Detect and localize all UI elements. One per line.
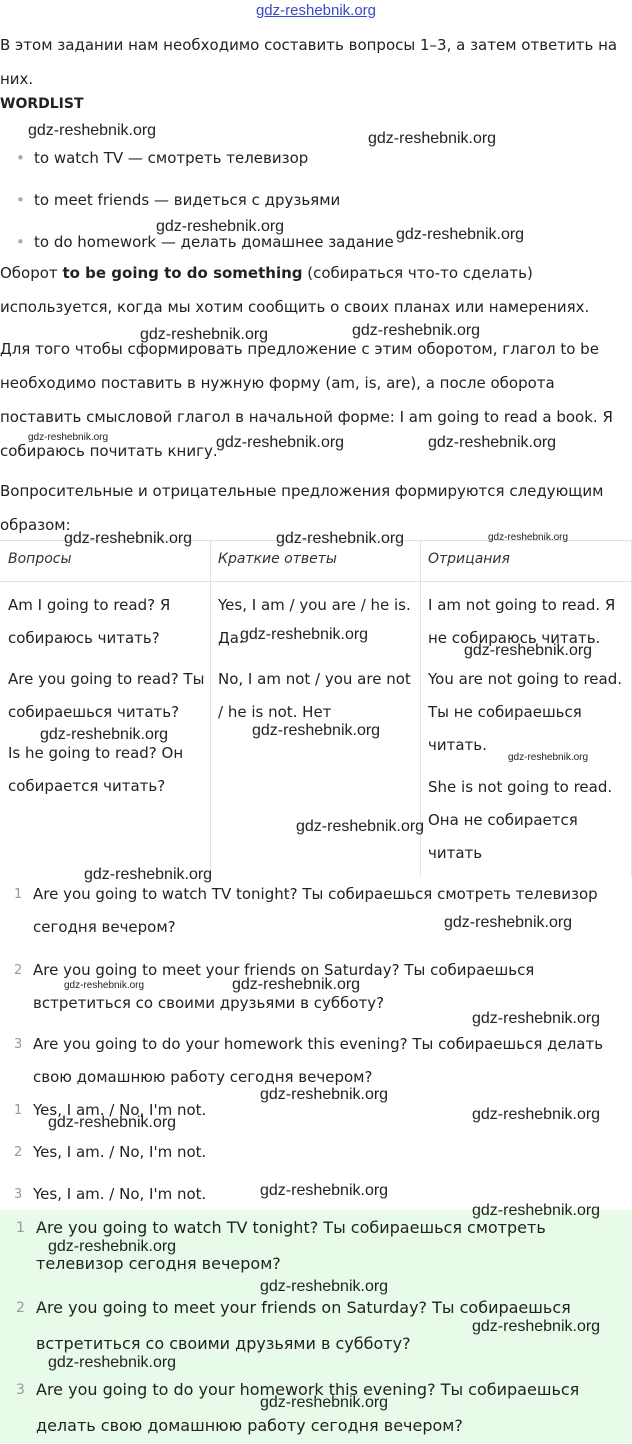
watermark: gdz-reshebnik.org [368, 130, 497, 147]
table-cell: You are not going to read. Ты не собираешься читать. [428, 670, 623, 754]
watermark: gdz-reshebnik.org [240, 626, 369, 643]
item-number: 2 [14, 963, 23, 978]
watermark: gdz-reshebnik.org [28, 432, 109, 443]
watermark: gdz-reshebnik.org [260, 1086, 389, 1103]
watermark: gdz-reshebnik.org [472, 1106, 601, 1123]
watermark: gdz-reshebnik.org [396, 226, 525, 243]
watermark: gdz-reshebnik.org [276, 530, 405, 547]
item-text: Yes, I am. / No, I'm not. [33, 1101, 207, 1119]
item-number: 2 [14, 1145, 23, 1160]
watermark: gdz-reshebnik.org [64, 530, 193, 547]
item-number: 1 [14, 1103, 23, 1118]
table-header: Вопросы [8, 551, 72, 567]
item-text: Are you going to meet your friends on Saturday? Ты собираешься встретиться со своими друзьями в субботу? [33, 961, 535, 1012]
watermark: gdz-reshebnik.org [40, 726, 169, 743]
item-number: 3 [14, 1187, 23, 1202]
watermark: gdz-reshebnik.org [508, 752, 589, 763]
paragraph-text: (собираться что-то сделать) используется, когда мы хотим сообщить о своих планах или намерениях. [0, 264, 590, 316]
bullet-icon: • [16, 149, 25, 167]
table-column-questions [0, 541, 211, 877]
watermark: gdz-reshebnik.org [216, 434, 345, 451]
paragraph-formation: Для того чтобы сформировать предложение с этим оборотом, глагол to be необходимо поставить в нужную форму (am, is, are), а после оборота поставить смысловой глагол в начальной форме: I am going to read a book. Я собираюсь почитать книгу. [0, 340, 613, 460]
watermark: gdz-reshebnik.org [64, 980, 145, 991]
item-text: Are you going to meet your friends on Saturday? Ты собираешься встретиться со своими друзьями в субботу? [36, 1298, 571, 1353]
watermark: gdz-reshebnik.org [48, 1354, 177, 1371]
item-number: 3 [16, 1382, 25, 1398]
item-text: Are you going to watch TV tonight? Ты собираешься смотреть телевизор сегодня вечером? [36, 1218, 546, 1273]
table-divider [0, 581, 632, 582]
watermark: gdz-reshebnik.org [260, 1182, 389, 1199]
watermark: gdz-reshebnik.org [260, 1278, 389, 1295]
watermark: gdz-reshebnik.org [252, 722, 381, 739]
bullet-icon: • [16, 191, 25, 209]
wordlist-item-text: to do homework — делать домашнее задание [34, 233, 394, 251]
table-header: Краткие ответы [218, 551, 337, 567]
watermark: gdz-reshebnik.org [488, 532, 569, 543]
watermark: gdz-reshebnik.org [472, 1318, 601, 1335]
item-text: Yes, I am. / No, I'm not. [33, 1143, 207, 1161]
watermark: gdz-reshebnik.org [472, 1202, 601, 1219]
table-cell: Is he going to read? Он собирается читать? [8, 744, 184, 795]
watermark: gdz-reshebnik.org [352, 322, 481, 339]
watermark: gdz-reshebnik.org [48, 1238, 177, 1255]
item-number: 1 [14, 887, 23, 902]
table-header: Отрицания [428, 551, 510, 567]
paragraph-bold-text: to be going to do something [62, 264, 303, 282]
watermark: gdz-reshebnik.org [472, 1010, 601, 1027]
table-cell: She is not going to read. Она не собирается читать [428, 778, 613, 862]
watermark: gdz-reshebnik.org [84, 866, 213, 883]
wordlist-heading: WORDLIST [0, 96, 84, 112]
item-text: Are you going to do your homework this evening? Ты собираешься делать свою домашнюю работу сегодня вечером? [33, 1035, 604, 1086]
table-cell: Yes, I am / you are / he is. Да. [218, 596, 411, 647]
watermark: gdz-reshebnik.org [260, 1394, 389, 1411]
table-cell: No, I am not / you are not / he is not. Нет [218, 670, 411, 721]
item-text: Are you going to watch TV tonight? Ты собираешься смотреть телевизор сегодня вечером? [33, 885, 598, 936]
item-text: Are you going to do your homework this evening? Ты собираешься делать свою домашнюю работу сегодня вечером? [36, 1380, 580, 1435]
bullet-icon: • [16, 233, 25, 251]
watermark: gdz-reshebnik.org [464, 642, 593, 659]
table-cell: I am not going to read. Я не собираюсь читать. [428, 596, 616, 647]
item-number: 2 [16, 1300, 25, 1316]
intro-text: В этом задании нам необходимо составить вопросы 1–3, а затем ответить на них. [0, 36, 618, 88]
watermark: gdz-reshebnik.org [140, 326, 269, 343]
paragraph-questions: Вопросительные и отрицательные предложения формируются следующим образом: [0, 482, 604, 534]
table-cell: Am I going to read? Я собираюсь читать? [8, 596, 171, 647]
item-number: 1 [16, 1220, 25, 1236]
site-link[interactable]: gdz-reshebnik.org [255, 2, 377, 19]
watermark: gdz-reshebnik.org [428, 434, 557, 451]
watermark: gdz-reshebnik.org [444, 914, 573, 931]
item-text: Yes, I am. / No, I'm not. [33, 1185, 207, 1203]
watermark: gdz-reshebnik.org [156, 218, 285, 235]
watermark: gdz-reshebnik.org [232, 976, 361, 993]
wordlist-item-text: to watch TV — смотреть телевизор [34, 149, 309, 167]
wordlist-item-text: to meet friends — видеться с друзьями [34, 191, 341, 209]
item-number: 3 [14, 1037, 23, 1052]
table-cell: Are you going to read? Ты собираешься читать? [8, 670, 205, 721]
paragraph-text: Оборот [0, 264, 63, 282]
table-column-negations [420, 541, 632, 877]
paragraph-going-to [0, 256, 630, 324]
watermark: gdz-reshebnik.org [28, 122, 157, 139]
watermark: gdz-reshebnik.org [48, 1114, 177, 1131]
watermark: gdz-reshebnik.org [296, 818, 425, 835]
